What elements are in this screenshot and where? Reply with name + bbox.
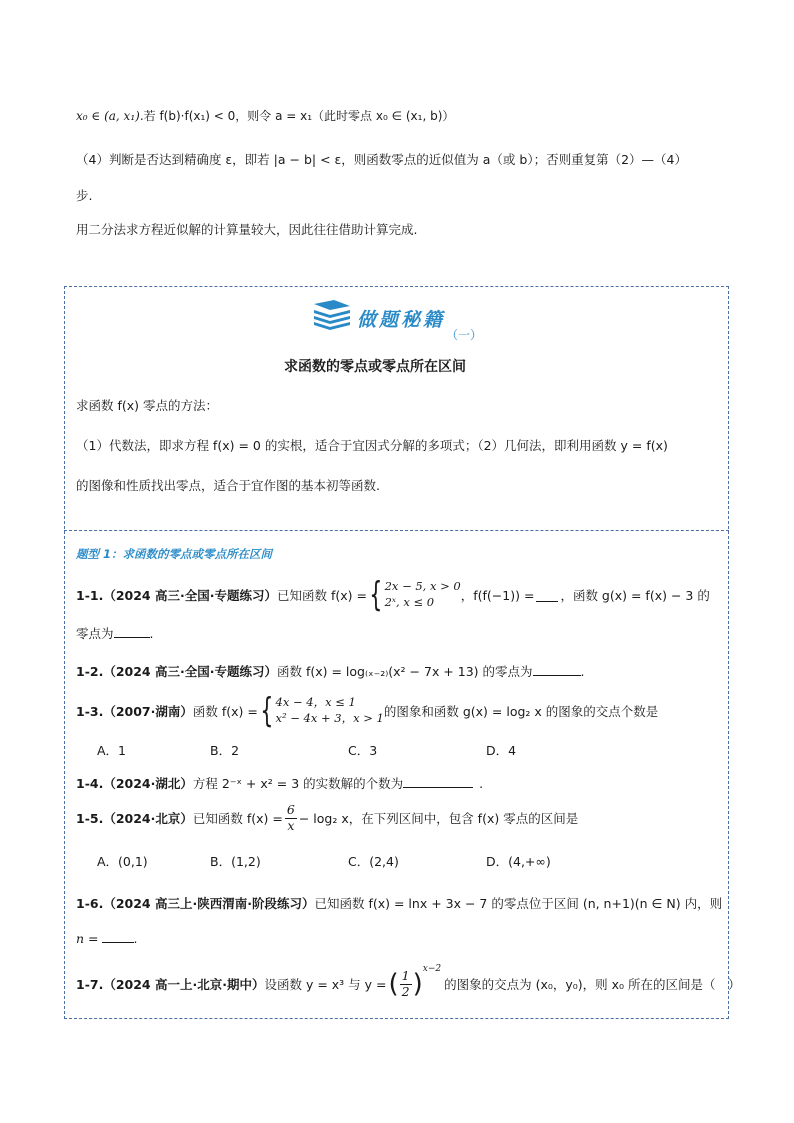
answer-blank[interactable] xyxy=(533,663,581,676)
option-b[interactable]: B．(1,2) xyxy=(210,854,261,869)
question-1-6-cont: n = . xyxy=(76,931,138,946)
question-1-1-cont: 零点为 . xyxy=(76,626,154,641)
secret-p1: 求函数 f(x) 零点的方法： xyxy=(76,398,218,413)
option-c[interactable]: C．(2,4) xyxy=(348,854,399,869)
top-line-4: 用二分法求方程近似解的计算量较大，因此往往借助计算完成. xyxy=(76,222,418,237)
secret-title: 做题秘籍 xyxy=(357,309,446,331)
question-1-3: 1-3. （2007·湖南） 函数 f(x) = { 4x − 4，x ≤ 1 x² − 4x + 3，x > 1 的图象和函数 g(x) = log₂ x 的图象的交点个数是 xyxy=(76,691,659,731)
top-line-1: x₀ ∈ (a, x₁).若 f(b)·f(x₁) < 0，则令 a = x₁（此时零点 x₀ ∈ (x₁, b)） xyxy=(76,109,455,123)
right-paren-icon: ) xyxy=(412,969,423,999)
option-c[interactable]: C．3 xyxy=(348,743,378,758)
answer-blank[interactable] xyxy=(536,589,558,602)
option-d[interactable]: D．(4,+∞) xyxy=(486,854,551,869)
left-paren-icon: ( xyxy=(388,969,399,999)
answer-blank[interactable] xyxy=(114,625,150,638)
secret-logo xyxy=(312,298,352,335)
option-b[interactable]: B．2 xyxy=(210,743,240,758)
question-1-6: 1-6.（2024 高三上·陕西渭南·阶段练习）已知函数 f(x) = lnx + 3x − 7 的零点位于区间 (n, n+1)(n ∈ N) 内，则 xyxy=(76,896,723,911)
fraction: $\frac{1}{2}$ xyxy=(401,968,410,999)
piecewise-cases: 4x − 4，x ≤ 1 x² − 4x + 3，x > 1 xyxy=(275,695,384,725)
book-stack-icon xyxy=(312,298,352,332)
option-d[interactable]: D．4 xyxy=(486,743,517,758)
secret-heading: 求函数的零点或零点所在区间 xyxy=(284,359,466,375)
question-1-5: 1-5. （2024·北京） 已知函数 f(x) = $\frac{6}{x}$ − log₂ x，在下列区间中，包含 f(x) 零点的区间是 xyxy=(76,802,579,833)
piecewise-cases: 2x − 5, x > 0 2ˣ, x ≤ 0 xyxy=(384,579,461,609)
secret-subtitle: （一） xyxy=(446,328,483,342)
box-divider xyxy=(64,530,729,531)
type1-label: 题型 1：求函数的零点或零点所在区间 xyxy=(76,547,273,561)
secret-p2: （1）代数法，即求方程 f(x) = 0 的实根，适合于宜因式分解的多项式；（2）几何法，即利用函数 y = f(x) xyxy=(76,438,668,453)
question-1-4: 1-4.（2024·湖北）方程 2⁻ˣ + x² = 3 的实数解的个数为 . xyxy=(76,776,484,791)
fraction: $\frac{6}{x}$ xyxy=(286,802,295,833)
top-line-3: 步. xyxy=(76,188,93,203)
top-line-2: （4）判断是否达到精确度 ε，即若 |a − b| < ε，则函数零点的近似值为 a（或 b）；否则重复第（2）—（4） xyxy=(76,152,687,167)
secret-p3: 的图像和性质找出零点，适合于宜作图的基本初等函数. xyxy=(76,478,380,493)
question-1-1: 1-1. （2024 高三·全国·专题练习） 已知函数 f(x) = { 2x − 5, x > 0 2ˣ, x ≤ 0 ，f(f(−1)) = ，函数 g(x) = f(x) − 3 的 xyxy=(76,575,710,615)
left-brace-icon: { xyxy=(369,575,383,615)
question-1-7: 1-7. （2024 高一上·北京·期中） 设函数 y = x³ 与 y = ( $\frac{1}{2}$ ) x−2 的图象的交点为 (x₀，y₀)，则 x₀ 所在的区间是（ ） xyxy=(76,964,741,999)
question-1-2: 1-2.（2024 高三·全国·专题练习）函数 f(x) = log₍ₓ₋₂₎(x² − 7x + 13) 的零点为 . xyxy=(76,664,585,679)
option-a[interactable]: A．(0,1) xyxy=(97,854,148,869)
answer-blank[interactable] xyxy=(102,930,134,943)
answer-blank[interactable] xyxy=(403,775,473,788)
left-brace-icon: { xyxy=(260,691,274,731)
option-a[interactable]: A．1 xyxy=(97,743,127,758)
